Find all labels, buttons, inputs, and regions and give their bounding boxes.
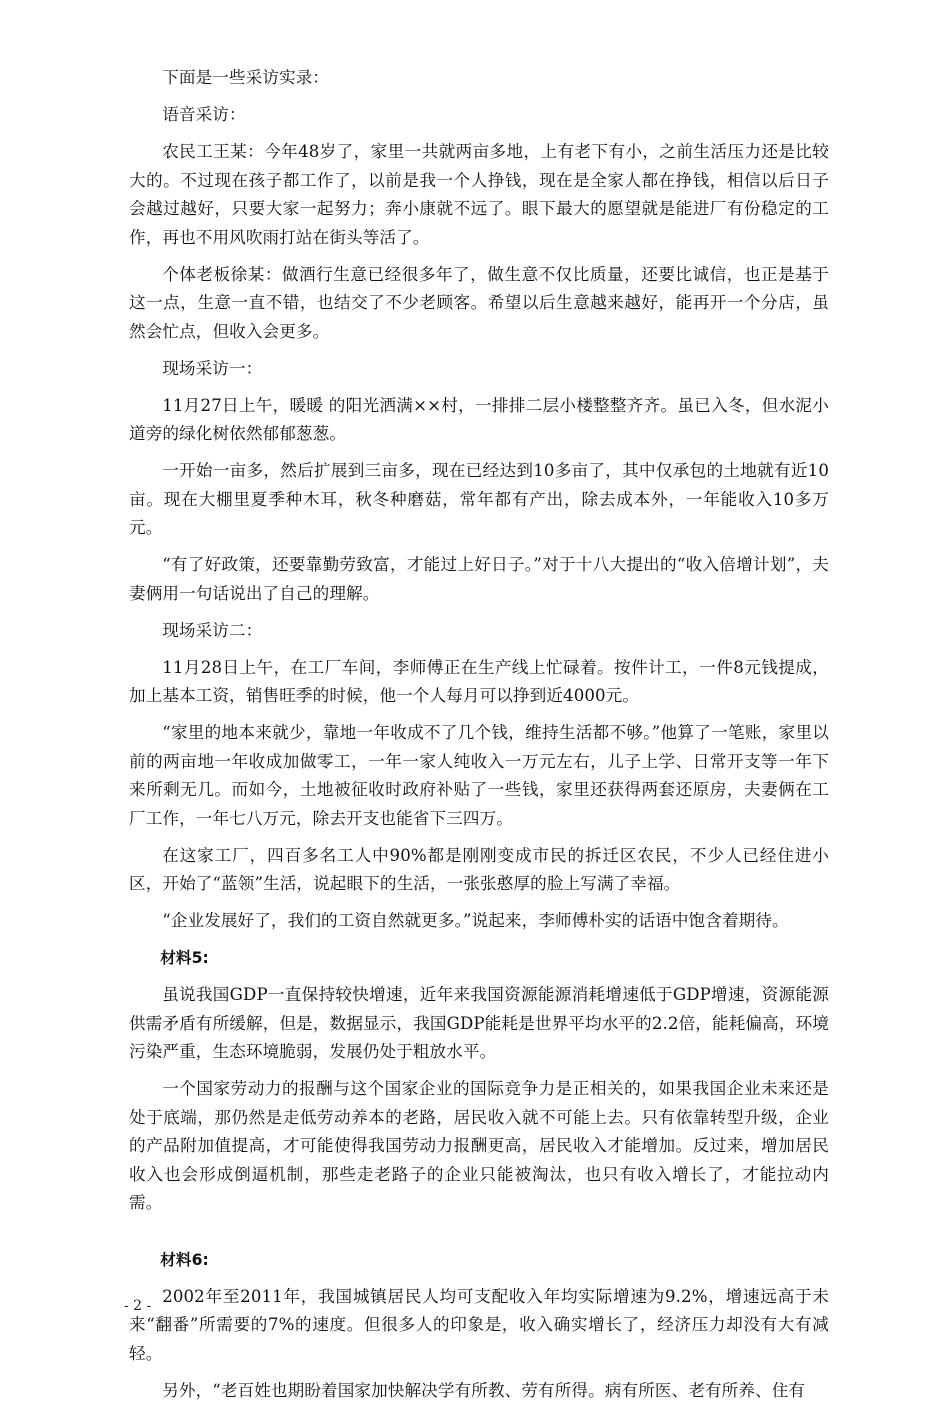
section-label-voice-interview: 语音采访： <box>162 105 246 124</box>
paragraph-shop-owner: 个体老板徐某：做酒行生意已经很多年了，做生意不仅比质量，还要比诚信，也正是基于这一点，生意一直不错，也结交了不少老顾客。希望以后生意越来越好，能再开一个分店，虽然会忙点，但收入会更多。 <box>129 264 829 341</box>
material-5-paragraph-labor: 一个国家劳动力的报酬与这个国家企业的国际竞争力是正相关的，如果我国企业未来还是处于底端，那仍然是走低劳动养本的老路，居民收入就不可能上去。只有依靠转型升级，企业的产品附加值提高，才可能使得我国劳动力报酬更高，居民收入才能增加。反过来，增加居民收入也会形成倒逼机制，那些走老路子的企业只能被淘汰，也只有收入增长了，才能拉动内需。 <box>129 1079 829 1212</box>
paragraph-factory-workers: 在这家工厂，四百多名工人中90%都是刚刚变成市民的拆迁区农民，不少人已经住进小区，开始了“蓝领”生活，说起眼下的生活，一张张憨厚的脸上写满了幸福。 <box>129 845 829 893</box>
section-label-field-interview-1: 现场采访一： <box>162 358 263 378</box>
document-body <box>129 64 829 1414</box>
paragraph-family-income: “家里的地本来就少，靠地一年收成不了几个钱，维持生活都不够。”他算了一笔账，家里以前的两亩地一年收成加做零工，一年一家人纯收入一万元左右，儿子上学、日常开支等一年下来所剩无几。而如今，土地被征收时政府补贴了一些钱，家里还获得两套还原房，夫妻俩在工厂工作，一年七八万元，除去开支也能省下三四万。 <box>129 723 829 828</box>
paragraph-couple-quote: “有了好政策，还要靠勤劳致富，才能过上好日子。”对于十八大提出的“收入倍增计划”，夫妻俩用一句话说出了自己的理解。 <box>129 555 829 603</box>
material-5-paragraph-gdp: 虽说我国GDP一直保持较快增速，近年来我国资源能源消耗增速低于GDP增速，资源能源供需矛盾有所缓解，但是，数据显示，我国GDP能耗是世界平均水平的2.2倍，能耗偏高，环境污染严重，生态环境脆弱，发展仍处于粗放水平。 <box>129 985 829 1061</box>
material-6-paragraph-income-growth: 2002年至2011年，我国城镇居民人均可支配收入年均实际增速为9.2%，增速远高于未来“翻番”所需要的7%的速度。但很多人的印象是，收入确实增长了，经济压力却没有大有减轻。 <box>129 1286 829 1363</box>
intro-line: 下面是一些采访实录： <box>162 68 330 87</box>
paragraph-greenhouse-income: 一开始一亩多，然后扩展到三亩多，现在已经达到10多亩了，其中仅承包的土地就有近10亩。现在大棚里夏季种木耳，秋冬种磨菇，常年都有产出，除去成本外，一年能收入10多万元。 <box>129 461 829 537</box>
paragraph-village-morning: 11月27日上午，暖暖 的阳光洒满××村，一排排二层小楼整整齐齐。虽已入冬，但水泥小道旁的绿化树依然郁郁葱葱。 <box>129 395 829 443</box>
paragraph-factory-worker: 11月28日上午，在工厂车间，李师傅正在生产线上忙碌着。按件计工，一件8元钱提成，加上基本工资，销售旺季的时候，他一个人每月可以挣到近4000元。 <box>129 657 829 705</box>
material-6-paragraph-expectations: 另外，“老百姓也期盼着国家加快解决学有所教、劳有所得。病有所医、老有所养、住有 <box>162 1380 806 1400</box>
section-label-field-interview-2: 现场采访二： <box>162 620 263 640</box>
material-5-heading: 材料5: <box>160 949 209 967</box>
paragraph-migrant-worker: 农民工王某：今年48岁了，家里一共就两亩多地，上有老下有小，之前生活压力还是比较大的。不过现在孩子都工作了，以前是我一个人挣钱，现在是全家人都在挣钱，相信以后日子会越过越好，只要大家一起努力；奔小康就不远了。眼下最大的愿望就是能进厂有份稳定的工作，再也不用风吹雨打站在街头等活了。 <box>129 142 829 247</box>
material-6-heading: 材料6: <box>160 1250 209 1269</box>
page-number: - 2 - <box>124 1298 152 1314</box>
paragraph-master-li-quote: “企业发展好了，我们的工资自然就更多。”说起来，李师傅朴实的话语中饱含着期待。 <box>162 911 789 930</box>
